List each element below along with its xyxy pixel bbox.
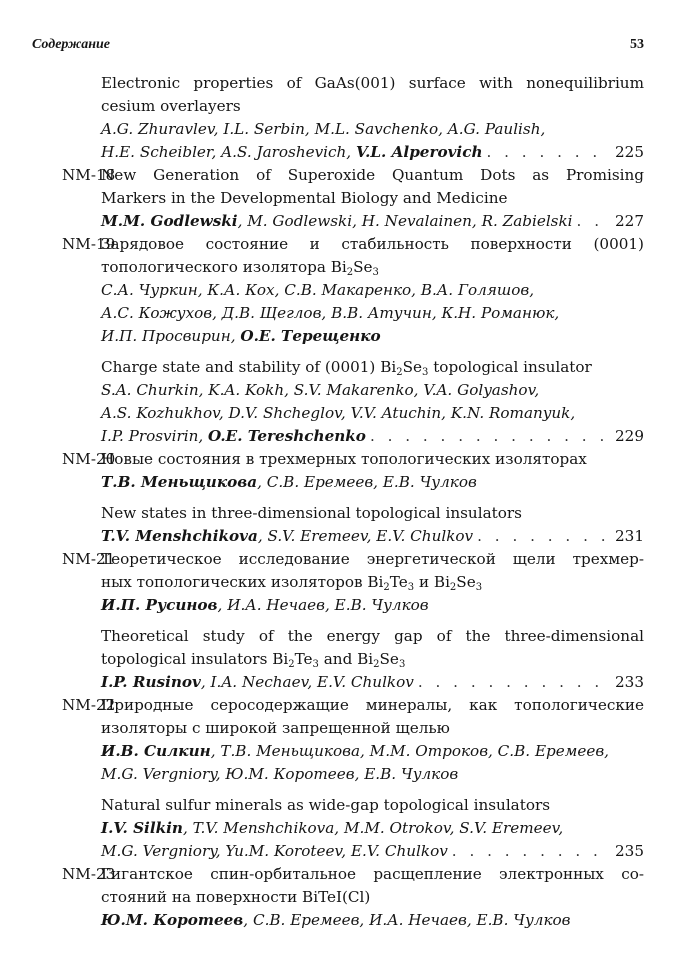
authors-text <box>101 404 575 422</box>
entry-title-text: изоляторы с широкой запрещенной щелью <box>101 719 450 737</box>
entry-authors-line <box>62 302 644 325</box>
authors-text <box>101 141 483 164</box>
toc-entry <box>62 448 644 548</box>
entry-authors-line <box>62 210 644 233</box>
entry-authors-line <box>62 594 644 617</box>
authors-text <box>101 281 534 299</box>
entry-title-line <box>62 863 644 886</box>
authors-text <box>101 525 473 548</box>
authors-text <box>101 911 571 929</box>
leader-dots <box>370 425 611 448</box>
authors-text <box>101 840 448 863</box>
entry-authors-line <box>62 471 644 494</box>
toc-entry <box>62 694 644 863</box>
entry-title-text: Markers in the Developmental Biology and Medicine <box>101 189 508 207</box>
entry-page-number: 225 <box>615 143 644 161</box>
author-names: , T.V. Menshchikova, M.M. Otrokov, S.V. Eremeev, <box>182 819 564 837</box>
entry-authors-line <box>62 325 644 348</box>
entry-authors-line <box>62 379 644 402</box>
entry-title-text: New states in three-dimensional topological insulators <box>101 504 522 522</box>
authors-text <box>101 327 381 345</box>
entry-page-number: 235 <box>615 842 644 860</box>
entry-code: NM-23 <box>62 865 116 883</box>
entry-title-text: Зарядовое состояние и стабильность поверхности (0001) <box>101 235 644 253</box>
authors-text <box>101 473 477 491</box>
author-names: A.G. Zhuravlev, I.L. Serbin, M.L. Savchenko, A.G. Paulish, <box>101 120 546 138</box>
entry-title-line <box>62 256 644 279</box>
author-names: , С.В. Еремеев, И.А. Нечаев, Е.В. Чулков <box>243 911 571 929</box>
authors-text <box>101 381 539 399</box>
entry-page-number: 227 <box>615 212 644 230</box>
presenting-author: T.V. Menshchikova <box>101 527 258 545</box>
author-names: , M. Godlewski, H. Nevalainen, R. Zabielski <box>237 212 573 230</box>
entry-title-text: Charge state and stability of (0001) $Bi_2Se_3$ topological insulator <box>101 358 592 378</box>
entry-title-line <box>62 571 644 594</box>
author-names: , С.В. Еремеев, Е.В. Чулков <box>257 473 477 491</box>
author-names: A.S. Kozhukhov, D.V. Shcheglov, V.V. Atuchin, K.N. Romanyuk, <box>101 404 576 422</box>
authors-text <box>101 742 609 760</box>
running-header <box>32 37 644 57</box>
author-names: С.А. Чуркин, К.А. Кох, С.В. Макаренко, В.А. Голяшов, <box>101 281 535 299</box>
entry-title-line <box>62 717 644 740</box>
author-names: I.P. Prosvirin, <box>101 427 209 445</box>
entry-code: NM-22 <box>62 696 116 714</box>
author-names: M.G. Vergniory, Ю.М. Коротеев, Е.В. Чулков <box>101 765 459 783</box>
author-names: H.E. Scheibler, A.S. Jaroshevich, <box>101 143 356 161</box>
entry-title-text: Теоретическое исследование энергетической щели трехмер- <box>101 550 644 568</box>
leader-dots <box>487 141 612 164</box>
entry-authors-line <box>62 279 644 302</box>
entry-title-text: топологического изолятора $Bi_2Se_3$ <box>101 258 379 278</box>
entry-title-line <box>62 233 644 256</box>
entry-code: NM-21 <box>62 550 116 568</box>
entry-title-text: ных топологических изоляторов $Bi_2Te_3$ и $Bi_2Se_3$ <box>101 573 483 593</box>
entry-title-line <box>62 794 644 817</box>
entry-title-line <box>62 164 644 187</box>
authors-text <box>101 671 414 694</box>
presenting-author: И.В. Силкин <box>101 742 211 760</box>
entry-title-line <box>62 72 644 95</box>
entry-authors-line <box>62 840 644 863</box>
entry-title-line <box>62 694 644 717</box>
entry-code: NM-20 <box>62 450 116 468</box>
entry-authors-line <box>62 141 644 164</box>
entry-authors-line <box>62 525 644 548</box>
entry-authors-line <box>62 118 644 141</box>
entry-title-text: стояний на поверхности BiTeI(Cl) <box>101 888 371 906</box>
entry-authors-line <box>62 740 644 763</box>
entry-title-line <box>62 187 644 210</box>
entry-title-line <box>62 548 644 571</box>
author-names: S.A. Churkin, K.A. Kokh, S.V. Makarenko, V.A. Golyashov, <box>101 381 540 399</box>
entry-title-text: cesium overlayers <box>101 97 241 115</box>
presenting-author: I.V. Silkin <box>101 819 183 837</box>
author-names: , S.V. Eremeev, E.V. Chulkov <box>257 527 474 545</box>
entry-code: NM-18 <box>62 166 116 184</box>
authors-text <box>101 304 559 322</box>
authors-text <box>101 210 573 233</box>
entry-authors-line <box>62 402 644 425</box>
toc-entry <box>62 863 644 932</box>
author-names: , I.A. Nechaev, E.V. Chulkov <box>200 673 414 691</box>
entry-title-text: Природные серосодержащие минералы, как топологические <box>101 696 644 714</box>
translation-gap <box>62 617 644 625</box>
toc-entry <box>62 72 644 164</box>
entry-title-line <box>62 886 644 909</box>
author-names: А.С. Кожухов, Д.В. Щеглов, В.В. Атучин, К.Н. Романюк, <box>101 304 560 322</box>
translation-gap <box>62 494 644 502</box>
entry-authors-line <box>62 425 644 448</box>
toc-entry <box>62 164 644 233</box>
entry-authors-line <box>62 909 644 932</box>
presenting-author: O.E. Tereshchenko <box>208 427 366 445</box>
authors-text <box>101 596 429 614</box>
entry-title-line <box>62 502 644 525</box>
entry-title-text: Новые состояния в трехмерных топологических изоляторах <box>101 450 587 468</box>
entry-authors-line <box>62 671 644 694</box>
authors-text <box>101 120 545 138</box>
authors-text <box>101 819 563 837</box>
leader-dots <box>577 210 611 233</box>
entry-page-number: 231 <box>615 527 644 545</box>
translation-gap <box>62 348 644 356</box>
table-of-contents <box>62 72 644 932</box>
entry-title-line <box>62 95 644 118</box>
entry-title-text: Гигантское спин-орбитальное расщепление электронных со- <box>101 865 644 883</box>
translation-gap <box>62 786 644 794</box>
leader-dots <box>452 840 611 863</box>
running-header-section: Содержание <box>32 37 110 52</box>
author-names: И.П. Просвирин, <box>101 327 241 345</box>
presenting-author: Т.В. Меньщикова <box>101 473 258 491</box>
leader-dots <box>418 671 611 694</box>
entry-page-number: 233 <box>615 673 644 691</box>
presenting-author: О.Е. Терещенко <box>240 327 381 345</box>
entry-title-text: Electronic properties of GaAs(001) surface with nonequilibrium <box>101 74 644 92</box>
authors-text <box>101 765 458 783</box>
entry-title-line <box>62 448 644 471</box>
author-names: , И.А. Нечаев, Е.В. Чулков <box>217 596 429 614</box>
entry-title-text: topological insulators $Bi_2Te_3$ and $Bi_2Se_3$ <box>101 650 406 670</box>
entry-title-text: New Generation of Superoxide Quantum Dots as Promising <box>101 166 644 184</box>
entry-title-text: Natural sulfur minerals as wide-gap topological insulators <box>101 796 551 814</box>
presenting-author: I.P. Rusinov <box>101 673 201 691</box>
author-names: M.G. Vergniory, Yu.M. Koroteev, E.V. Chulkov <box>101 842 448 860</box>
presenting-author: И.П. Русинов <box>101 596 218 614</box>
entry-title-line <box>62 648 644 671</box>
authors-text <box>101 425 366 448</box>
entry-title-text: Theoretical study of the energy gap of the three-dimensional <box>101 627 644 645</box>
entry-page-number: 229 <box>615 427 644 445</box>
entry-title-line <box>62 356 644 379</box>
entry-authors-line <box>62 817 644 840</box>
presenting-author: V.L. Alperovich <box>355 143 483 161</box>
entry-code: NM-19 <box>62 235 116 253</box>
leader-dots <box>477 525 611 548</box>
entry-authors-line <box>62 763 644 786</box>
page-number: 53 <box>630 37 644 52</box>
author-names: , Т.В. Меньщикова, М.М. Отроков, С.В. Еремеев, <box>210 742 609 760</box>
presenting-author: M.M. Godlewski <box>101 212 238 230</box>
presenting-author: Ю.М. Коротеев <box>101 911 244 929</box>
entry-title-line <box>62 625 644 648</box>
toc-entry <box>62 548 644 694</box>
toc-entry <box>62 233 644 448</box>
